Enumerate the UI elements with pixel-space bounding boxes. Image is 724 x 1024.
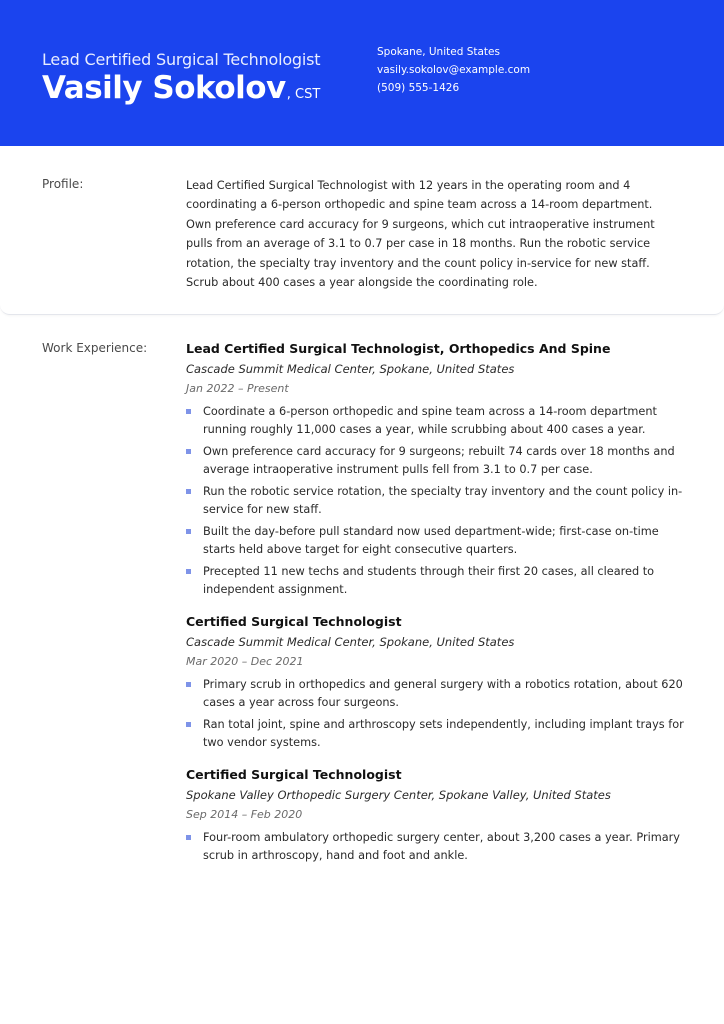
bullet-square-icon bbox=[186, 409, 191, 414]
job-role: Certified Surgical Technologist bbox=[186, 767, 402, 782]
bullet-text: Primary scrub in orthopedics and general surgery with a robotics rotation, about 620 cases a year across four surgeons. bbox=[203, 678, 683, 709]
job-employer: Cascade Summit Medical Center, Spokane, United States bbox=[186, 635, 515, 649]
bullet-square-icon bbox=[186, 722, 191, 727]
job-bullets bbox=[186, 403, 686, 599]
job-bullets bbox=[186, 676, 686, 752]
bullet-text: Ran total joint, spine and arthroscopy sets independently, including implant trays for two vendor systems. bbox=[203, 718, 684, 749]
contact-phone[interactable]: (509) 555-1426 bbox=[377, 82, 460, 94]
credential-suffix: , CST bbox=[286, 87, 321, 102]
candidate-name: Vasily Sokolov bbox=[42, 70, 286, 106]
job-entry bbox=[186, 613, 686, 752]
bullet-item bbox=[186, 676, 686, 712]
bullet-item bbox=[186, 443, 686, 479]
bullet-item bbox=[186, 829, 686, 865]
bullet-text: Precepted 11 new techs and students through their first 20 cases, all cleared to independent assignment. bbox=[203, 565, 655, 596]
job-dates: Mar 2020 – Dec 2021 bbox=[186, 655, 304, 668]
resume-header bbox=[0, 0, 724, 146]
contact-location: Spokane, United States bbox=[377, 46, 500, 58]
job-dates: Sep 2014 – Feb 2020 bbox=[186, 808, 303, 821]
job-entry bbox=[186, 766, 686, 865]
bullet-text: Run the robotic service rotation, the specialty tray inventory and the count policy in-service for new staff. bbox=[203, 485, 683, 516]
job-bullets bbox=[186, 829, 686, 865]
bullet-square-icon bbox=[186, 682, 191, 687]
bullet-square-icon bbox=[186, 449, 191, 454]
bullet-square-icon bbox=[186, 835, 191, 840]
bullet-text: Coordinate a 6-person orthopedic and spine team across a 14-room department running roughly 11,000 cases a year, while scrubbing about 400 cases a year. bbox=[203, 405, 657, 436]
job-role: Certified Surgical Technologist bbox=[186, 614, 402, 629]
name-line bbox=[42, 70, 320, 106]
job-role: Lead Certified Surgical Technologist, Orthopedics And Spine bbox=[186, 341, 611, 356]
contact-email[interactable]: vasily.sokolov@example.com bbox=[377, 64, 531, 76]
work-experience-list bbox=[186, 340, 686, 879]
bullet-item bbox=[186, 716, 686, 752]
profile-summary: Lead Certified Surgical Technologist with 12 years in the operating room and 4 coordinating a 6-person orthopedic and spine team across a 14-room department. Own preference card accuracy for 9 surgeons, which cut intraoperative instrument pulls from an average of 3.1 to 0.7 per case in 18 months. Run the robotic service rotation, the specialty tray inventory and the count policy in-service for new staff. Scrub about 400 cases a year alongside the coordinating role. bbox=[186, 179, 655, 290]
bullet-item bbox=[186, 403, 686, 439]
work-experience-label: Work Experience: bbox=[42, 341, 148, 355]
bullet-item bbox=[186, 523, 686, 559]
contact-info bbox=[377, 43, 530, 97]
job-employer: Cascade Summit Medical Center, Spokane, United States bbox=[186, 362, 515, 376]
job-title: Lead Certified Surgical Technologist bbox=[42, 50, 321, 69]
job-employer: Spokane Valley Orthopedic Surgery Center, Spokane Valley, United States bbox=[186, 788, 611, 802]
bullet-square-icon bbox=[186, 529, 191, 534]
bullet-text: Four-room ambulatory orthopedic surgery center, about 3,200 cases a year. Primary scrub in arthroscopy, hand and foot and ankle. bbox=[203, 831, 680, 862]
profile-label: Profile: bbox=[42, 177, 84, 191]
bullet-item bbox=[186, 563, 686, 599]
job-entry bbox=[186, 340, 686, 599]
bullet-square-icon bbox=[186, 569, 191, 574]
bullet-text: Built the day-before pull standard now used department-wide; first-case on-time starts held above target for eight consecutive quarters. bbox=[203, 525, 659, 556]
bullet-text: Own preference card accuracy for 9 surgeons; rebuilt 74 cards over 18 months and average intraoperative instrument pulls fell from 3.1 to 0.7 per case. bbox=[203, 445, 675, 476]
bullet-item bbox=[186, 483, 686, 519]
bullet-square-icon bbox=[186, 489, 191, 494]
job-dates: Jan 2022 – Present bbox=[186, 382, 289, 395]
profile-section bbox=[0, 146, 724, 315]
